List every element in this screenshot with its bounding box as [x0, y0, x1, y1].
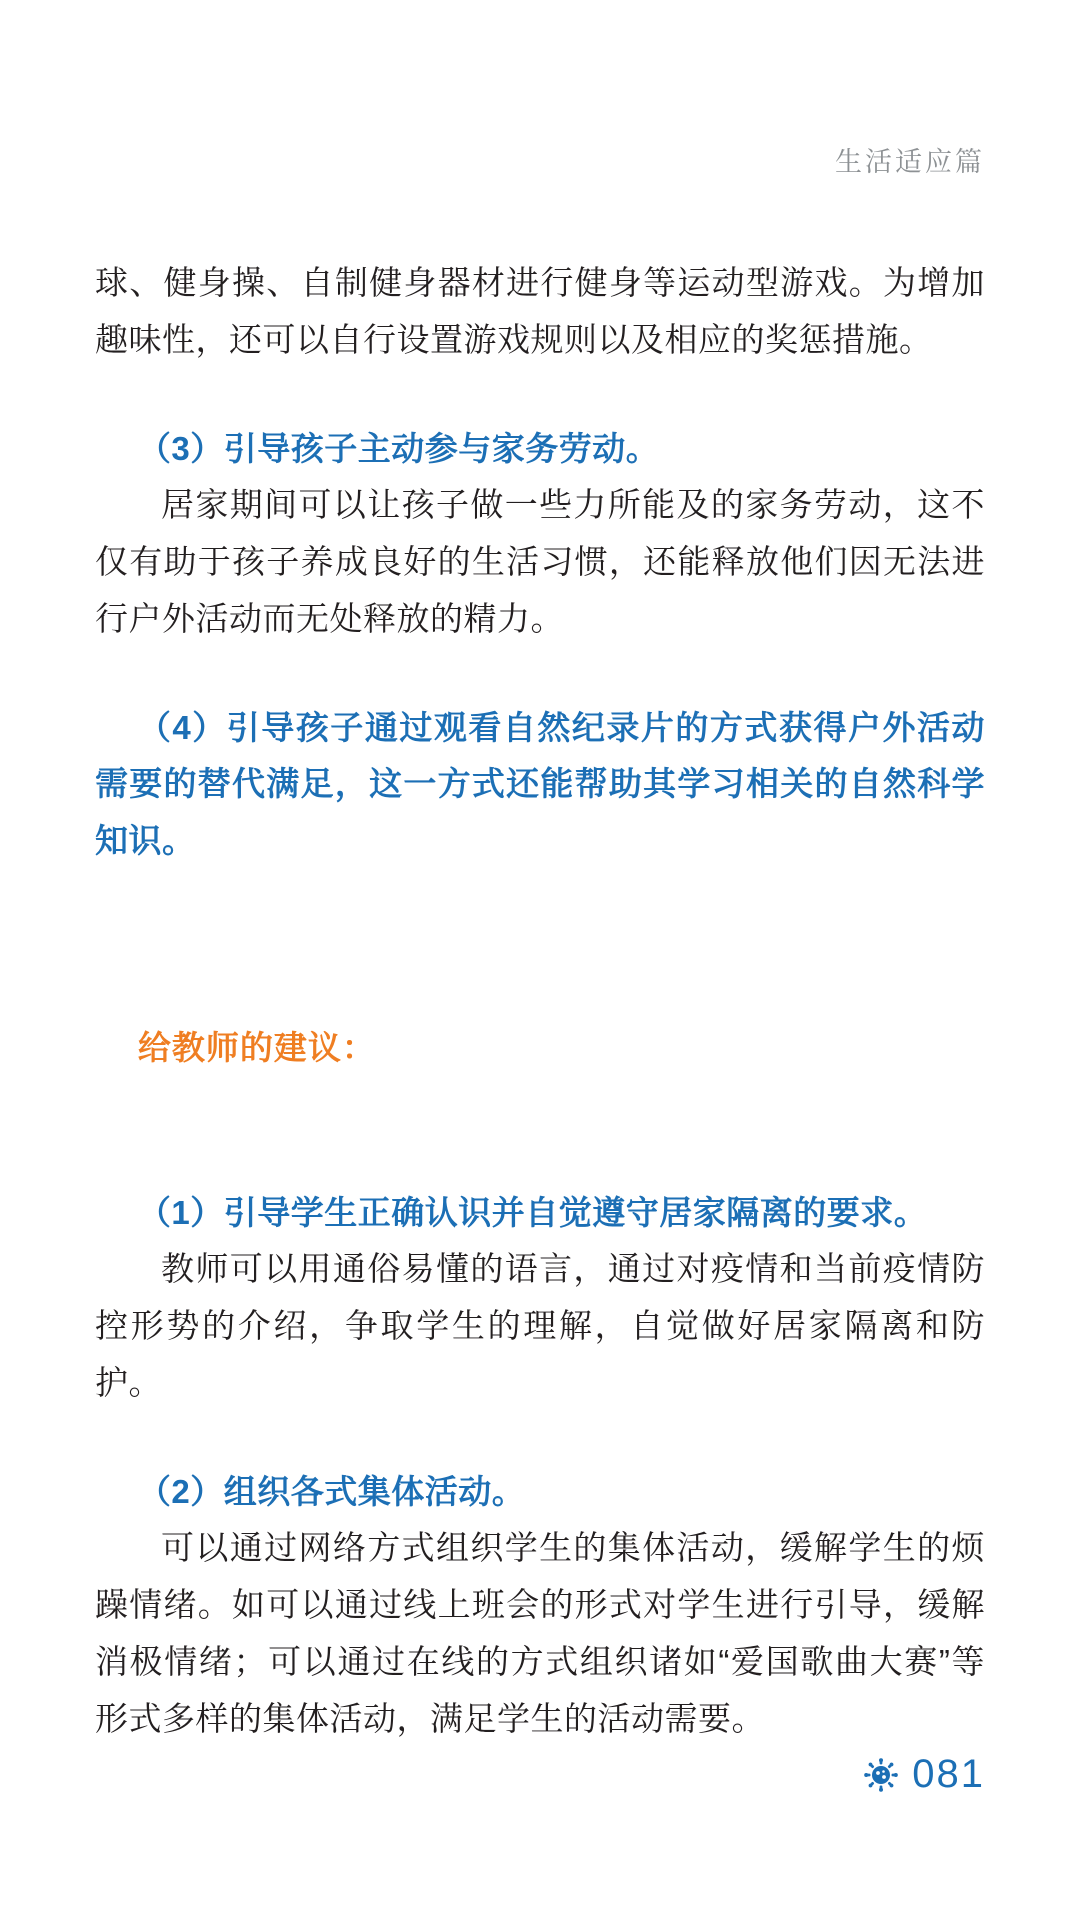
heading-item-3: （3）引导孩子主动参与家务劳动。: [137, 429, 660, 467]
page-number: 081: [912, 1752, 985, 1796]
heading-item-4: （4）引导孩子通过观看自然纪录片的方式获得户外活动需要的替代满足，这一方式还能帮助其学习相关的自然科学知识。: [95, 708, 985, 859]
paragraph-item-3: 居家期间可以让孩子做一些力所能及的家务劳动，这不仅有助于孩子养成良好的生活习惯，还能释放他们因无法进行户外活动而无处释放的精力。: [95, 486, 985, 637]
paragraph-teacher-1: 教师可以用通俗易懂的语言，通过对疫情和当前疫情防控形势的介绍，争取学生的理解，自觉做好居家隔离和防护。: [95, 1250, 985, 1401]
teacher-advice-title: 给教师的建议：: [137, 1028, 376, 1066]
spacer: [95, 369, 985, 421]
running-header: 生活适应篇: [835, 147, 985, 177]
page-footer: [864, 1752, 985, 1797]
heading-teacher-1: （1）引导学生正确认识并自觉遵守居家隔离的要求。: [137, 1193, 928, 1231]
spacer: [95, 1077, 985, 1185]
paragraph-continued: 球、健身操、自制健身器材进行健身等运动型游戏。为增加趣味性，还可以自行设置游戏规则以及相应的奖惩措施。: [95, 264, 985, 358]
virus-icon: [864, 1758, 898, 1792]
paragraph-teacher-2: 可以通过网络方式组织学生的集体活动，缓解学生的烦躁情绪。如可以通过线上班会的形式对学生进行引导，缓解消极情绪；可以通过在线的方式组织诸如“爱国歌曲大赛”等形式多样的集体活动，满足学生的活动需要。: [95, 1529, 985, 1737]
heading-teacher-2: （2）组织各式集体活动。: [137, 1472, 526, 1510]
spacer: [95, 1412, 985, 1464]
spacer: [95, 648, 985, 700]
spacer: [95, 870, 985, 1020]
page-content: [95, 255, 985, 1747]
